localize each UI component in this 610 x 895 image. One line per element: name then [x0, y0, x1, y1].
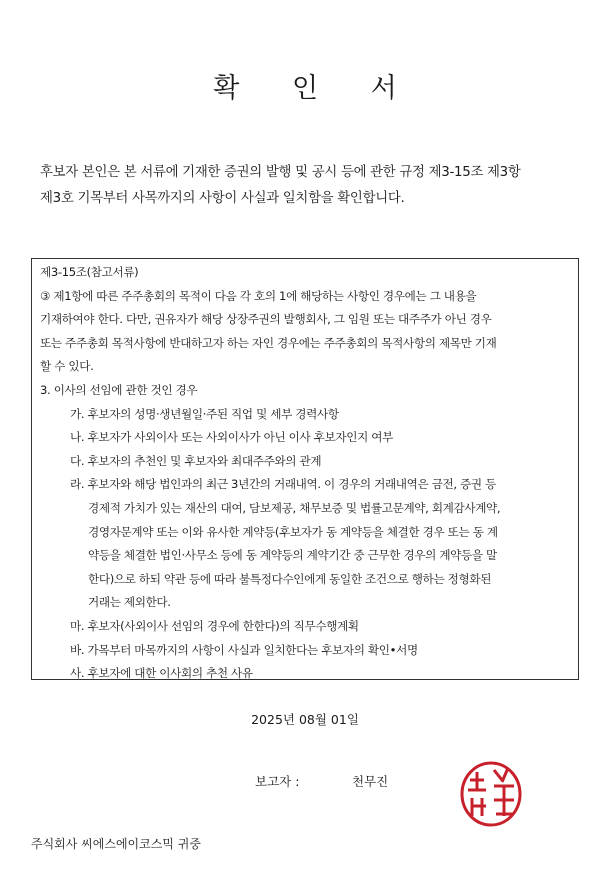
seal-stamp-icon — [458, 758, 524, 828]
regulation-line: ③ 제1항에 따른 주주총회의 목적이 다음 각 호의 1에 해당하는 사항인 경우에는 그 내용을 — [40, 288, 477, 303]
item-da: 다. 후보자의 추천인 및 후보자와 최대주주와의 관계 — [70, 453, 322, 468]
item-ra-line: 경영자문계약 또는 이와 유사한 계약등(후보자가 동 계약등을 체결한 경우 또는 동 계 — [88, 524, 498, 539]
item-ma: 마. 후보자(사외이사 선임의 경우에 한한다)의 직무수행계획 — [70, 618, 359, 633]
reporter-name: 천무진 — [352, 774, 389, 789]
regulation-line: 기재하여야 한다. 다만, 권유자가 해당 상장주권의 발행회사, 그 임원 또는 대주주가 아닌 경우 — [40, 312, 492, 327]
item-ga: 가. 후보자의 성명·생년월일·주된 직업 및 세부 경력사항 — [70, 406, 339, 421]
item-ra-line: 한다)으로 하되 약관 등에 따라 불특정다수인에게 동일한 조건으로 행하는 정형화된 — [88, 571, 492, 586]
section-3: 3. 이사의 선임에 관한 것인 경우 — [40, 382, 198, 397]
item-ra-line: 거래는 제외한다. — [88, 595, 171, 610]
intro-line: 후보자 본인은 본 서류에 기재한 증권의 발행 및 공시 등에 관한 규정 제3-15조 제3항 — [40, 165, 521, 180]
reporter-label: 보고자 : — [255, 774, 300, 789]
item-ra-line: 라. 후보자와 해당 법인과의 최근 3년간의 거래내역. 이 경우의 거래내역은 금전, 증권 등 — [70, 477, 496, 492]
regulation-line: 할 수 있다. — [40, 359, 94, 374]
item-na: 나. 후보자가 사외이사 또는 사외이사가 아닌 이사 후보자인지 여부 — [70, 430, 393, 445]
regulation-line: 또는 주주총회 목적사항에 반대하고자 하는 자인 경우에는 주주총회의 목적사항의 제목만 기재 — [40, 335, 497, 350]
intro-paragraph — [40, 160, 580, 212]
recipient: 주식회사 씨에스에이코스믹 귀중 — [31, 837, 201, 851]
item-sa: 사. 후보자에 대한 이사회의 추천 사유 — [70, 666, 253, 681]
document-date: 2025년 08월 01일 — [251, 712, 359, 727]
regulation-box — [31, 258, 579, 680]
item-ra — [40, 473, 570, 615]
intro-line: 제3호 기목부터 사목까지의 사항이 사실과 일치함을 확인합니다. — [40, 191, 405, 206]
item-ra-line: 약등을 체결한 법인·사무소 등에 동 계약등의 계약기간 중 근무한 경우의 계약등을 말 — [88, 548, 497, 563]
regulation-heading: 제3-15조(참고서류) — [40, 265, 139, 279]
document-title: 확 인 서 — [213, 73, 419, 104]
item-ba: 바. 가목부터 마목까지의 사항이 사실과 일치한다는 후보자의 확인•서명 — [70, 642, 418, 657]
item-ra-line: 경제적 가치가 있는 재산의 대여, 담보제공, 채무보증 및 법률고문계약, 회계감사계약, — [88, 500, 501, 515]
